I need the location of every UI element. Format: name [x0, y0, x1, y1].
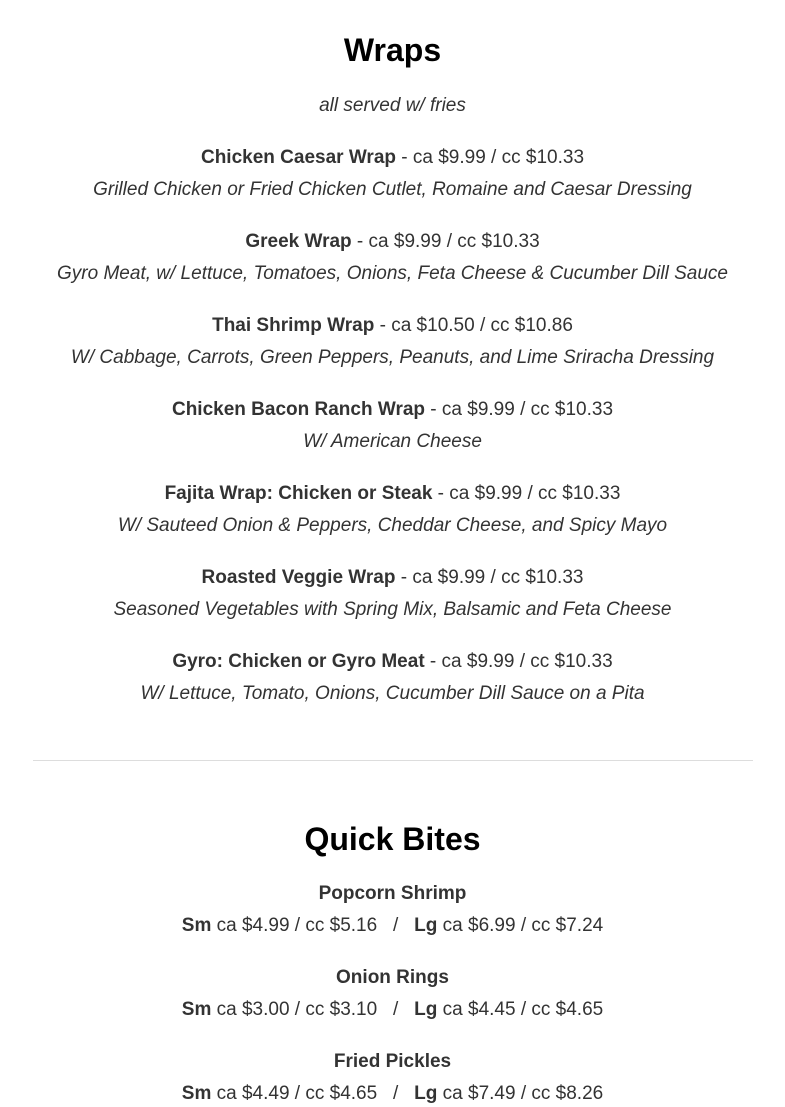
bite-name: Onion Rings	[336, 967, 449, 988]
lg-price: ca $6.99 / cc $7.24	[437, 915, 604, 936]
menu-item	[0, 397, 785, 423]
sm-price: ca $4.99 / cc $5.16 /	[211, 915, 415, 936]
item-price: - ca $9.99 / cc $10.33	[395, 567, 584, 588]
bite-name: Fried Pickles	[333, 1051, 452, 1072]
item-price: - ca $9.99 / cc $10.33	[424, 651, 613, 672]
menu-item	[0, 481, 785, 507]
wraps-title: Wraps	[343, 32, 442, 68]
wraps-subtitle: all served w/ fries	[319, 95, 466, 116]
item-name: Thai Shrimp Wrap	[212, 315, 375, 336]
menu-item	[0, 649, 785, 675]
size-label-lg: Lg	[414, 1083, 438, 1104]
item-name: Chicken Caesar Wrap	[200, 147, 396, 168]
item-price: - ca $9.99 / cc $10.33	[432, 483, 621, 504]
item-price: - ca $9.99 / cc $10.33	[425, 399, 614, 420]
quick-bites-title: Quick Bites	[304, 821, 481, 857]
bite-name: Popcorn Shrimp	[318, 883, 467, 904]
item-name: Chicken Bacon Ranch Wrap	[171, 399, 426, 420]
sm-price: ca $4.49 / cc $4.65 /	[211, 1083, 415, 1104]
item-description: W/ Cabbage, Carrots, Green Peppers, Peanuts, and Lime Sriracha Dressing	[70, 347, 715, 368]
section-divider	[33, 760, 753, 761]
item-description: W/ Sauteed Onion & Peppers, Cheddar Cheese, and Spicy Mayo	[117, 515, 668, 536]
lg-price: ca $4.45 / cc $4.65	[437, 999, 604, 1020]
size-label-sm: Sm	[181, 1083, 212, 1104]
menu-item	[0, 229, 785, 255]
menu-item	[0, 145, 785, 171]
bite-prices	[0, 913, 785, 939]
lg-price: ca $7.49 / cc $8.26	[437, 1083, 604, 1104]
size-label-sm: Sm	[181, 999, 212, 1020]
size-label-lg: Lg	[414, 999, 438, 1020]
item-price: - ca $9.99 / cc $10.33	[351, 231, 540, 252]
menu-item	[0, 313, 785, 339]
item-description: W/ Lettuce, Tomato, Onions, Cucumber Dill Sauce on a Pita	[140, 683, 645, 704]
item-description: Grilled Chicken or Fried Chicken Cutlet, Romaine and Caesar Dressing	[93, 179, 692, 200]
bite-prices	[0, 1081, 785, 1107]
item-description: W/ American Cheese	[303, 431, 482, 452]
sm-price: ca $3.00 / cc $3.10 /	[211, 999, 415, 1020]
item-name: Roasted Veggie Wrap	[201, 567, 396, 588]
item-name: Fajita Wrap: Chicken or Steak	[164, 483, 433, 504]
item-description: Gyro Meat, w/ Lettuce, Tomatoes, Onions, Feta Cheese & Cucumber Dill Sauce	[57, 263, 728, 284]
size-label-lg: Lg	[414, 915, 438, 936]
size-label-sm: Sm	[181, 915, 212, 936]
item-price: - ca $9.99 / cc $10.33	[396, 147, 585, 168]
item-name: Greek Wrap	[245, 231, 352, 252]
item-price: - ca $10.50 / cc $10.86	[374, 315, 573, 336]
menu-item	[0, 565, 785, 591]
item-name: Gyro: Chicken or Gyro Meat	[172, 651, 425, 672]
bite-prices	[0, 997, 785, 1023]
item-description: Seasoned Vegetables with Spring Mix, Balsamic and Feta Cheese	[113, 599, 672, 620]
